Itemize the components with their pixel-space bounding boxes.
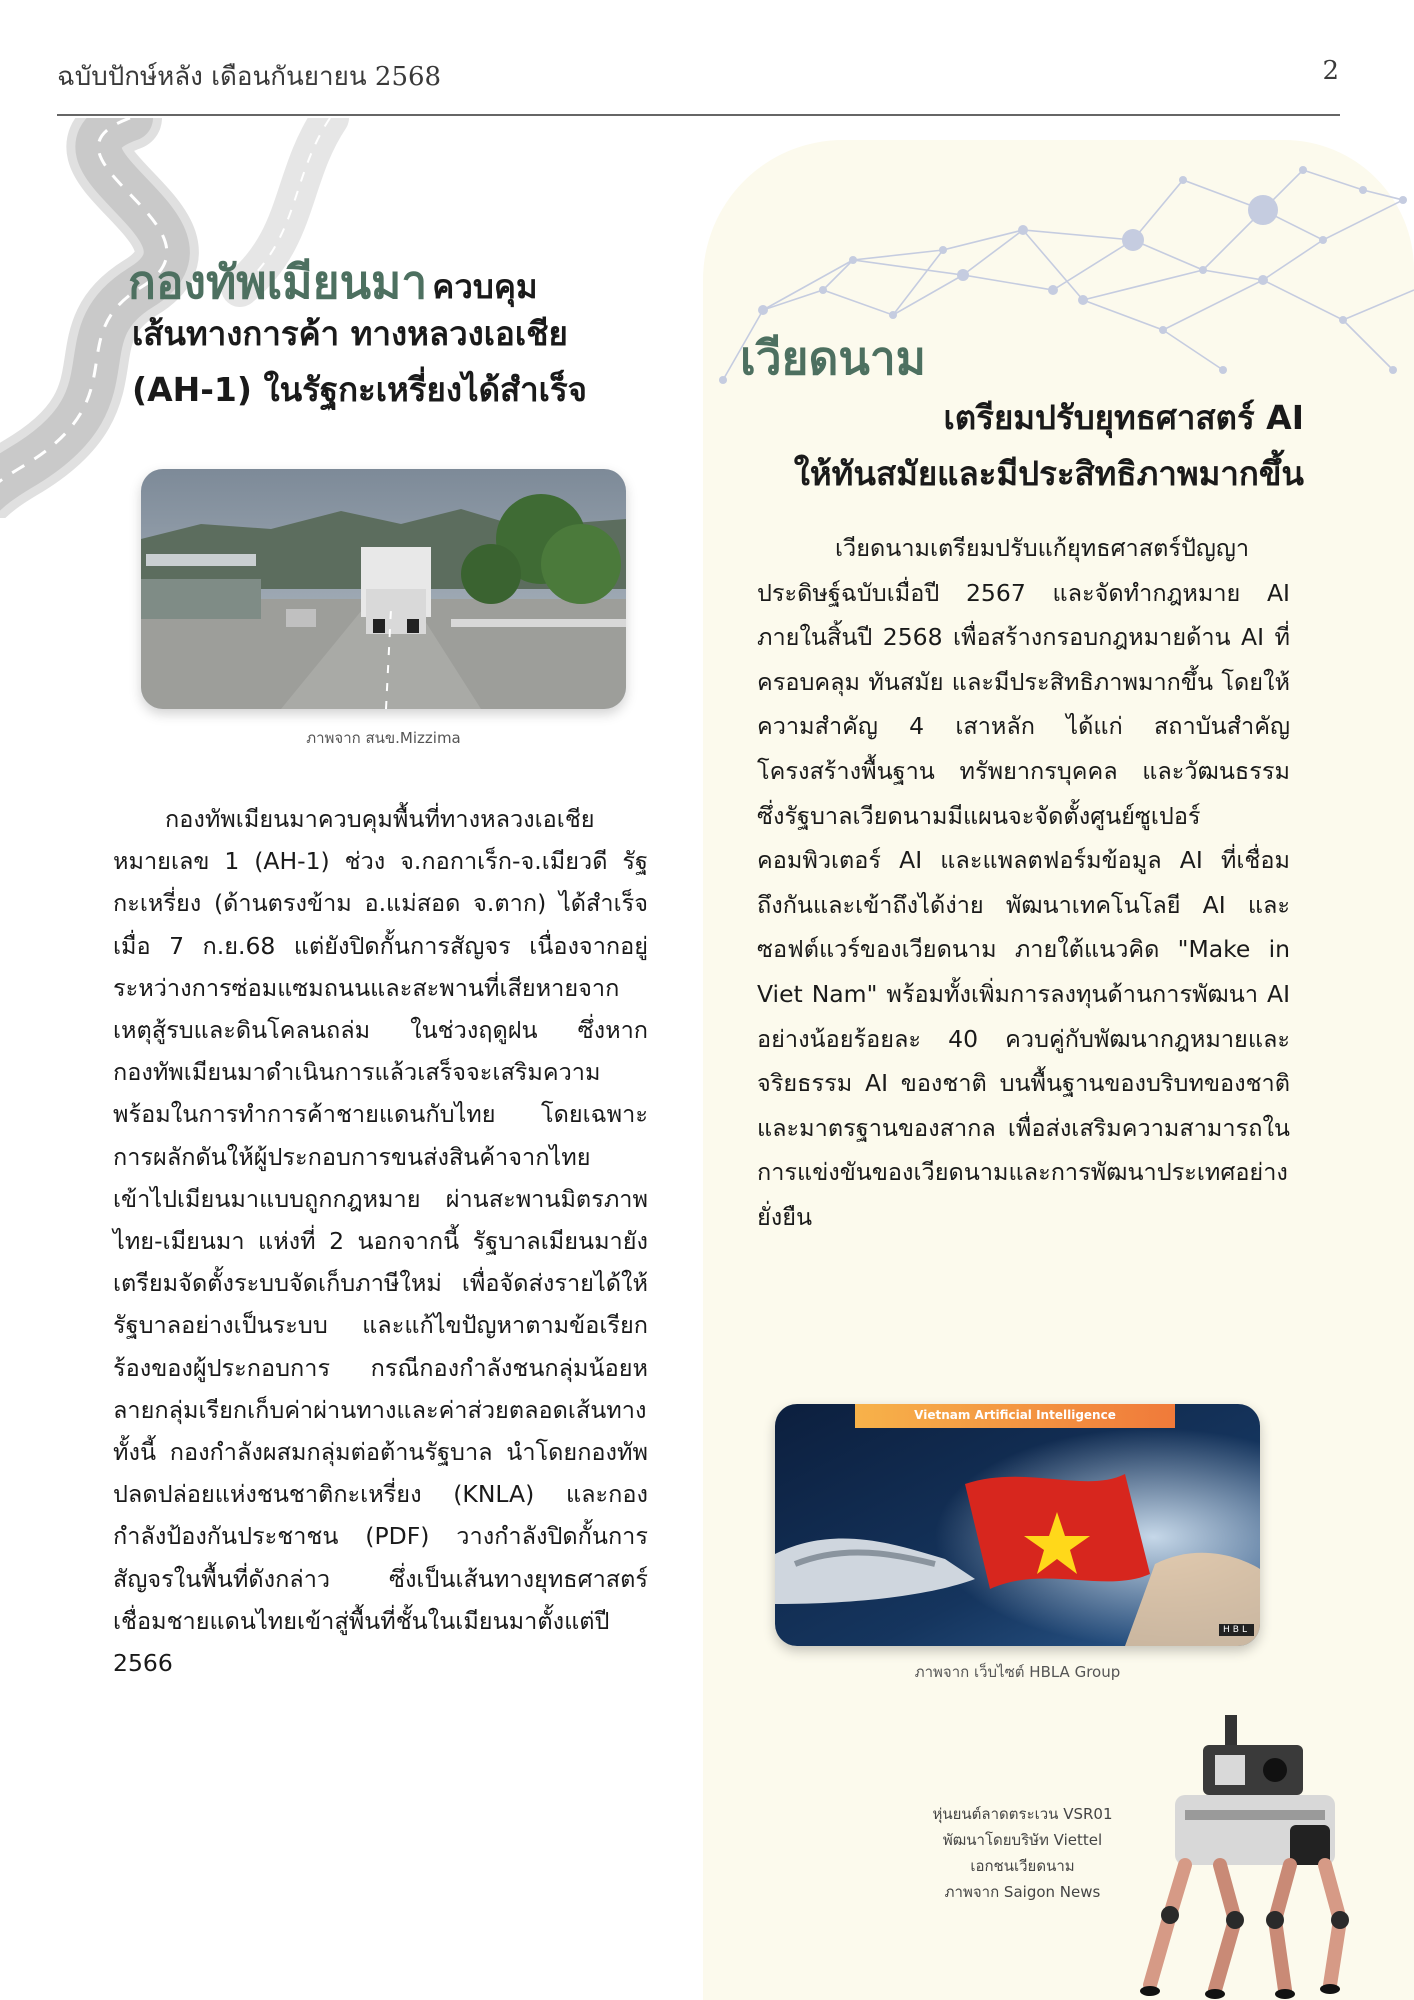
left-title-line3: (AH-1) ในรัฐกะเหรี่ยงได้สำเร็จ — [132, 370, 588, 409]
right-article-subtitle — [736, 390, 1304, 502]
left-article-subtitle — [132, 306, 587, 418]
highway-photo-caption: ภาพจาก สนข.Mizzima — [306, 729, 461, 747]
issue-title: ฉบับปักษ์หลัง เดือนกันยายน 2568 — [57, 62, 442, 92]
left-title-rest: ควบคุม — [432, 267, 538, 306]
header-divider — [57, 114, 1340, 116]
page-number: 2 — [1322, 56, 1339, 86]
robot-caption-line: เอกชนเวียดนาม — [970, 1857, 1075, 1875]
right-title-line3: ให้ทันสมัยและมีประสิทธิภาพมากขึ้น — [793, 454, 1304, 493]
robot-caption-line: พัฒนาโดยบริษัท Viettel — [942, 1831, 1103, 1849]
right-article-paragraph: เวียดนามเตรียมปรับแก้ยุทธศาสตร์ปัญญาประดิษฐ์ฉบับเมื่อปี 2567 และจัดทำกฎหมาย AI ภายในสิ้นปี 2568 เพื่อสร้างกรอบกฎหมายด้าน AI ที่ครอบคลุม ทันสมัย และมีประสิทธิภาพมากขึ้น โดยให้ความสำคัญ 4 เสาหลัก ได้แก่ สถาบันสำคัญ โครงสร้างพื้นฐาน ทรัพยากรบุคคล และวัฒนธรรม ซึ่งรัฐบาลเวียดนามมีแผนจะจัดตั้งศูนย์ซูเปอร์คอมพิวเตอร์ AI และแพลตฟอร์มข้อมูล AI ที่เชื่อมถึงกันและเข้าถึงได้ง่าย พัฒนาเทคโนโลยี AI และซอฟต์แวร์ของเวียดนาม ภายใต้แนวคิด "Make in Viet Nam" พร้อมทั้งเพิ่มการลงทุนด้านการพัฒนา AI อย่างน้อยร้อยละ 40 ควบคู่กับพัฒนากฎหมายและจริยธรรม AI ของชาติ บนพื้นฐานของบริบทของชาติ และมาตรฐานของสากล เพื่อส่งเสริมความสามารถในการแข่งขันของเวียดนามและการพัฒนาประเทศอย่างยั่งยืน — [757, 534, 1290, 1231]
right-title-line2: เตรียมปรับยุทธศาสตร์ AI — [943, 398, 1304, 437]
right-article-title: เวียดนาม — [740, 331, 926, 385]
left-article-paragraph: กองทัพเมียนมาควบคุมพื้นที่ทางหลวงเอเชียหมายเลข 1 (AH-1) ช่วง จ.กอกาเร็ก-จ.เมียวดี รัฐกะเหรี่ยง (ด้านตรงข้าม อ.แม่สอด จ.ตาก) ได้สำเร็จเมื่อ 7 ก.ย.68 แต่ยังปิดกั้นการสัญจร เนื่องจากอยู่ระหว่างการซ่อมแซมถนนและสะพานที่เสียหายจากเหตุสู้รบและดินโคลนถล่ม ในช่วงฤดูฝน ซึ่งหากกองทัพเมียนมาดำเนินการแล้วเสร็จจะเสริมความพร้อมในการทำการค้าชายแดนกับไทย โดยเฉพาะการผลักดันให้ผู้ประกอบการขนส่งสินค้าจากไทยเข้าไปเมียนมาแบบถูกกฎหมาย ผ่านสะพานมิตรภาพไทย-เมียนมา แห่งที่ 2 นอกจากนี้ รัฐบาลเมียนมายังเตรียมจัดตั้งระบบจัดเก็บภาษีใหม่ เพื่อจัดส่งรายได้ให้รัฐบาลอย่างเป็นระบบ และแก้ไขปัญหาตามข้อเรียกร้องของผู้ประกอบการ กรณีกองกำลังชนกลุ่มน้อยหลายกลุ่มเรียกเก็บค่าผ่านทางและค่าส่วยตลอดเส้นทาง ทั้งนี้ กองกำลังผสมกลุ่มต่อต้านรัฐบาล นำโดยกองทัพปลดปล่อยแห่งชนชาติกะเหรี่ยง (KNLA) และกองกำลังป้องกันประชาชน (PDF) วางกำลังปิดกั้นการสัญจรในพื้นที่ดังกล่าว ซึ่งเป็นเส้นทางยุทธศาสตร์เชื่อมชายแดนไทยเข้าสู่พื้นที่ชั้นในเมียนมาตั้งแต่ปี 2566 — [113, 805, 648, 1678]
highway-photo — [141, 469, 626, 709]
left-title-accent: กองทัพเมียนมา — [128, 255, 428, 309]
ai-photo-banner: Vietnam Artificial Intelligence — [855, 1404, 1175, 1428]
robot-caption — [900, 1801, 1145, 1905]
left-title-line2: เส้นทางการค้า ทางหลวงเอเชีย — [132, 314, 568, 353]
vietnam-ai-photo — [775, 1404, 1260, 1646]
robot-caption-line: ภาพจาก Saigon News — [944, 1883, 1101, 1901]
ai-photo-mark: HBL — [1219, 1624, 1254, 1636]
robot-caption-line: หุ่นยนต์ลาดตระเวน VSR01 — [932, 1805, 1113, 1823]
left-article-body — [113, 798, 648, 1684]
robot-dog-image — [1125, 1715, 1355, 2000]
right-article-body — [757, 526, 1290, 1240]
vietnam-ai-photo-caption: ภาพจาก เว็บไซต์ HBLA Group — [914, 1663, 1121, 1681]
